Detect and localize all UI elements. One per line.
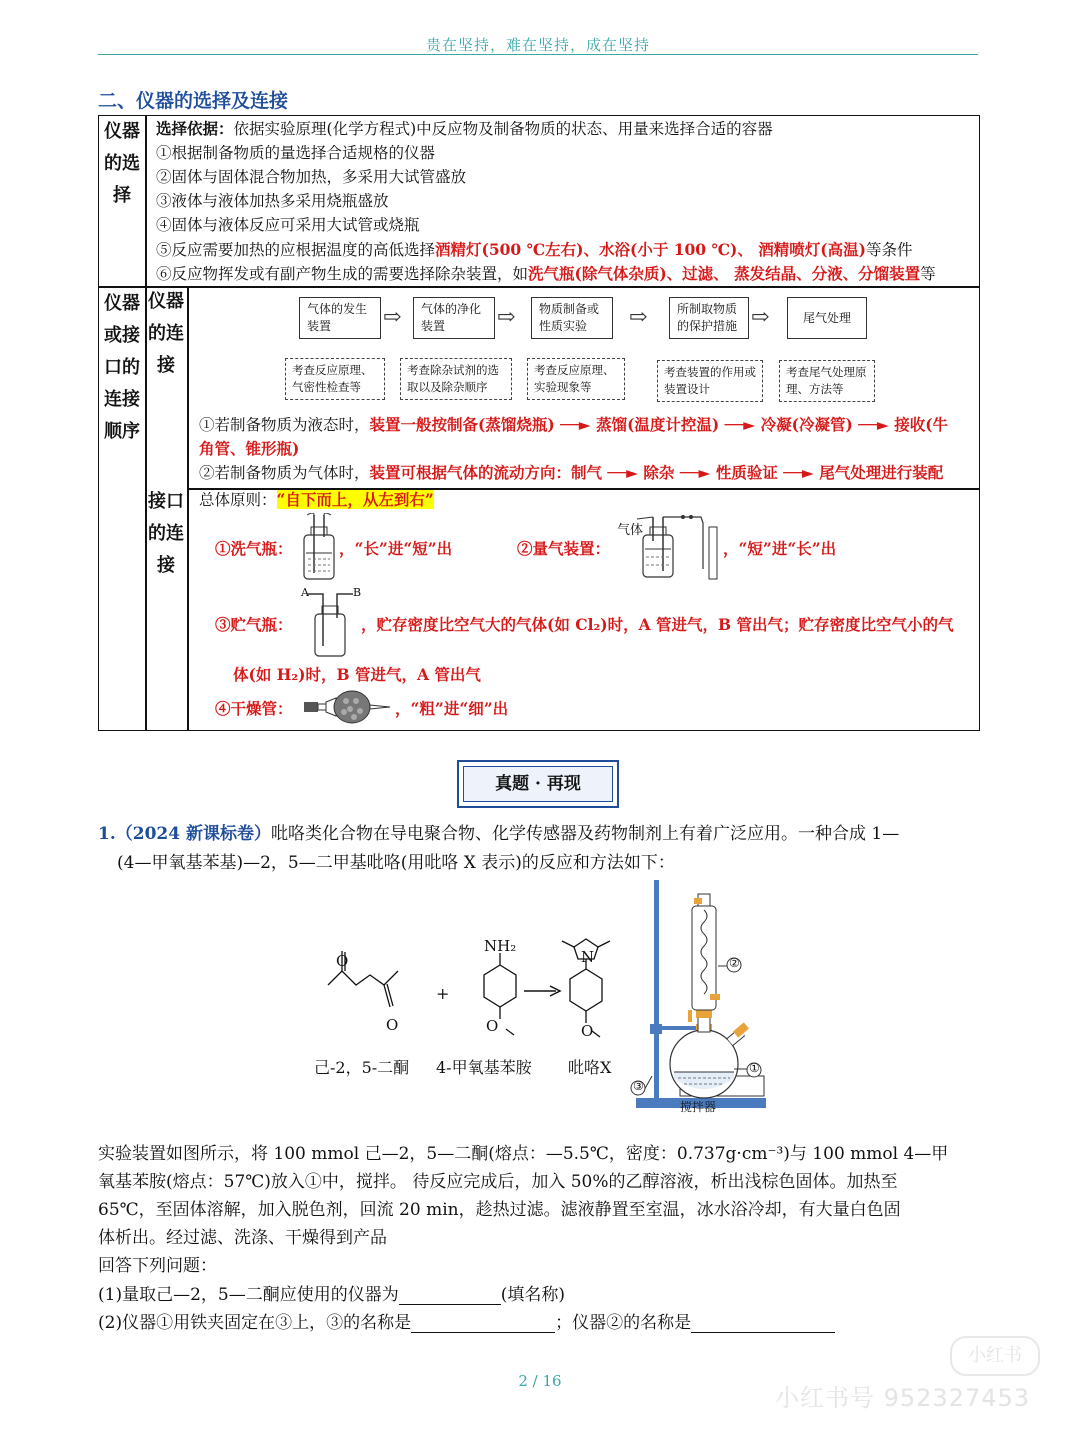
liquid-rule [199,413,948,438]
pipe-a-label: A [301,586,309,599]
answer-prompt: 回答下列问题： [98,1256,217,1276]
rule-4: ④固体与液体反应可采用大试管或烧瓶 [156,216,420,234]
watermark-id: 小红书号 952327453 [775,1384,1031,1412]
rule-6-tail: 等 [920,265,936,283]
sub-question-2-tail: ；仪器②的名称是 [555,1313,692,1333]
stirrer-label: 搅拌器 [680,1100,717,1114]
page-number: 2 / 16 [518,1372,562,1390]
sub-question-2 [98,1308,835,1333]
question-text-1: 吡咯类化合物在导电聚合物、化学传感器及药物制剂上有着广泛应用。一种合成 1— [270,824,900,844]
caption-pyrrole: 吡咯X [568,1058,612,1077]
atom-nh2: NH₂ [484,937,517,955]
procedure-line-2: 氧基苯胺(熔点：57℃)放入①中，搅拌。 待反应完成后，加入 50%的乙醇溶液，析出浅棕色固体。加热至 [98,1172,898,1192]
atom-n: N [581,948,595,966]
gas-step-1: 装置可根据气体的流动方向：制气 [369,463,603,482]
caption-anisidine: 4-甲氧基苯胺 [436,1058,532,1077]
atom-o: O [336,952,349,970]
arrow-icon: ──► [852,415,895,434]
atom-o: O [581,1022,594,1040]
rule-5-text: ⑤反应需要加热的应根据温度的高低选择 [156,241,436,259]
rule-5-tail: 等条件 [865,241,913,259]
flow-note-3: 考查反应原理、实验现象等 [527,358,625,400]
header-motto: 贵在坚持，难在坚持，成在坚持 [425,36,650,54]
section-title: 二、仪器的选择及连接 [98,90,289,112]
instrument-table [98,115,980,731]
flow-note-5: 考查尾气处理原理、方法等 [779,360,875,402]
flow-note-2: 考查除杂试剂的选取以及除杂顺序 [400,358,512,400]
page-header [98,30,978,55]
rule-6-text: ⑥反应物挥发或有副产物生成的需要选择除杂装置，如 [156,265,529,283]
caption-dione: 己-2，5-二酮 [314,1058,410,1077]
wash-bottle-label: ①洗气瓶： [215,539,293,558]
question-source: （2024 新课标卷） [115,824,271,844]
wash-bottle-rule: ，“长”进“短”出 [339,539,453,558]
question-number: 1. [98,824,116,844]
rule-3: ③液体与液体加热多采用烧瓶盛放 [156,192,389,210]
gas-measure-inlet: 气体 [617,523,644,538]
flow-box-purification: 气体的净化装置 [413,297,495,339]
arrow-icon: ──► [674,463,716,482]
gas-rule [199,461,943,486]
flow-note-4: 考查装置的作用或装置设计 [657,360,763,402]
rule-1: ①根据制备物质的量选择合适规格的仪器 [156,144,436,162]
flow-arrow-icon: ⇨ [629,305,648,330]
watermark-logo: 小红书 [950,1336,1040,1376]
col-label-select: 仪器的选择 [104,121,140,206]
arrow-icon: ──► [602,463,644,482]
question-line-2: (4—甲氧基苯基)—2，5—二甲基吡咯(用吡咯 X 表示)的反应和方法如下： [117,853,675,873]
wash-bottle-icon [299,513,339,581]
arrow-icon: ──► [554,415,597,434]
flow-arrow-icon: ⇨ [383,305,402,330]
gas-store-label: ③贮气瓶： [215,615,293,634]
gas-step-4: 尾气处理进行装配 [819,463,944,482]
gas-store-icon [305,592,357,658]
gas-measure-rule: ，“短”进“长”出 [723,539,837,558]
liquid-rule-cont: 角管、锥形瓶) [199,439,300,458]
liquid-text: ①若制备物质为液态时， [199,416,370,434]
col-label-instrument: 仪器的连接 [148,291,184,376]
rule-6 [156,262,936,287]
answer-blank-1[interactable] [399,1288,501,1305]
question-line-1 [98,819,899,844]
sub-question-1-tail: (填名称) [500,1285,565,1305]
rule-5-highlight: 酒精灯(500 ℃左右)、水浴(小于 100 ℃)、 酒精喷灯(高温) [435,240,866,259]
drying-tube-icon [304,688,394,726]
gas-measure-icon [637,511,723,581]
col-divider [187,287,189,730]
arrow-icon: ──► [777,463,820,482]
gas-store-rule: ，贮存密度比空气大的气体(如 Cl₂)时，A 管进气，B 管出气；贮存密度比空气小的气 [361,615,954,634]
select-basis [156,117,773,142]
plus-sign: + [436,984,450,1003]
gas-store-rule-cont: 体(如 H₂)时，B 管进气，A 管出气 [233,665,481,684]
apparatus-diagram [622,876,772,1126]
principle [199,488,434,510]
flow-box-protection: 所制取物质的保护措施 [669,297,749,339]
drying-tube-label: ④干燥管： [215,699,293,718]
flow-box-generation: 气体的发生装置 [299,297,381,339]
col-divider [145,116,147,730]
gas-measure-label: ②量气装置： [517,539,611,558]
flow-box-tail-gas: 尾气处理 [787,297,867,339]
sub-question-1-text: (1)量取己—2，5—二酮应使用的仪器为 [98,1285,399,1305]
liquid-step-3: 冷凝(冷凝管) [760,415,853,434]
answer-blank-2[interactable] [411,1316,555,1333]
liquid-step-2: 蒸馏(温度计控温) [596,415,720,434]
procedure-line-3: 65℃，至固体溶解，加入脱色剂，回流 20 min，趁热过滤。滤液静置至室温，冰水浴冷却，有大量白色固 [98,1200,901,1220]
flow-arrow-icon: ⇨ [497,305,516,330]
pipe-b-label: B [353,586,362,599]
gas-text: ②若制备物质为气体时， [199,464,370,482]
rule-2: ②固体与固体混合物加热，多采用大试管盛放 [156,168,467,186]
gas-step-3: 性质验证 [715,463,778,482]
principle-label: 总体原则： [199,491,277,509]
flow-note-1: 考查反应原理、气密性检查等 [285,358,385,400]
apparatus-label-1: ① [749,1061,760,1075]
liquid-step-4: 接收(牛 [894,415,949,434]
select-basis-label: 选择依据： [156,119,234,138]
gas-step-2: 除杂 [643,463,675,482]
banner-text: 真题 · 再现 [463,766,613,802]
flow-box-preparation: 物质制备或性质实验 [531,297,613,339]
rule-6-highlight: 洗气瓶(除气体杂质)、过滤、 蒸发结晶、分液、分馏装置 [528,264,921,283]
select-basis-text: 依据实验原理(化学方程式)中反应物及制备物质的状态、用量来选择合适的容器 [233,120,773,138]
flow-arrow-icon: ⇨ [751,305,770,330]
arrow-icon: ──► [719,415,761,434]
sub-question-2-text: (2)仪器①用铁夹固定在③上，③的名称是 [98,1313,412,1333]
principle-value: “自下而上，从左到右” [276,490,434,509]
drying-tube-rule: ，“粗”进“细”出 [395,699,509,718]
apparatus-label-2: ② [729,956,740,970]
liquid-step-1: 装置一般按制备(蒸馏烧瓶) [369,415,555,434]
rule-5 [156,238,912,263]
col-label-port: 接口的连接 [148,491,184,576]
answer-blank-3[interactable] [691,1316,835,1333]
procedure-line-4: 体析出。经过滤、洗涤、干燥得到产品 [98,1228,387,1248]
apparatus-label-3: ③ [633,1079,644,1093]
atom-o: O [486,1017,499,1035]
procedure-line-1: 实验装置如图所示，将 100 mmol 己—2，5—二酮(熔点：—5.5℃，密度：0.737g·cm⁻³)与 100 mmol 4—甲 [98,1144,949,1164]
section-banner [457,760,619,808]
col-label-connect: 仪器或接口的连接顺序 [104,293,140,442]
atom-o: O [386,1016,399,1034]
sub-question-1 [98,1280,565,1305]
